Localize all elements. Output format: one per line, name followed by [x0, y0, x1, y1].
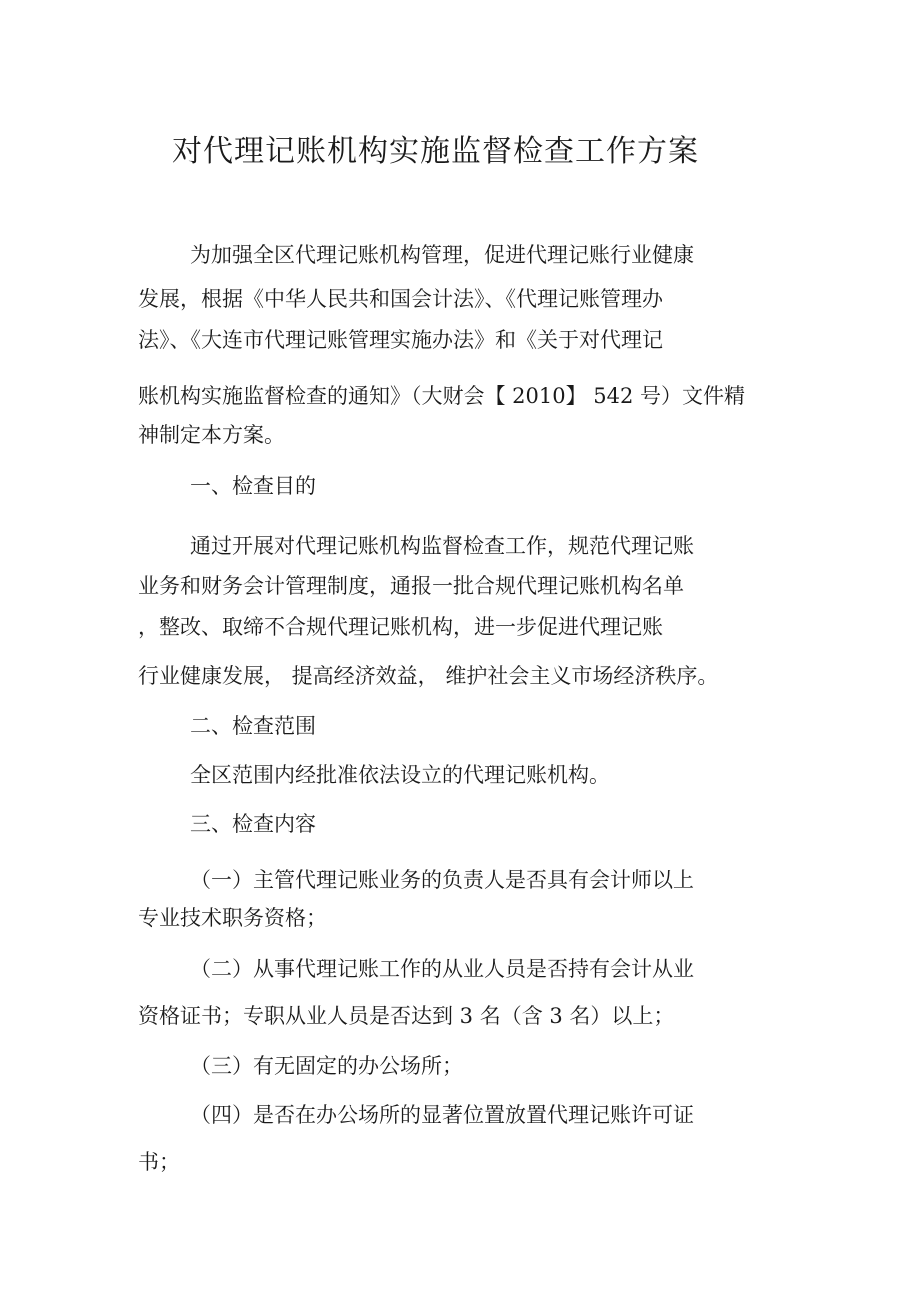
paragraph-line: 为加强全区代理记账机构管理，促进代理记账行业健康 [190, 243, 694, 267]
paragraph-line: 通过开展对代理记账机构监督检查工作，规范代理记账 [190, 534, 694, 558]
document-title: 对代理记账机构实施监督检查工作方案 [172, 134, 699, 169]
paragraph-line: 行业健康发展， 提高经济效益， 维护社会主义市场经济秩序。 [138, 664, 719, 688]
section-heading: 二、检查范围 [190, 714, 316, 738]
paragraph-line: 法》、《大连市代理记账管理实施办法》和《关于对代理记 [138, 328, 663, 352]
list-item-line: 书； [138, 1150, 180, 1174]
paragraph-line: ，整改、取缔不合规代理记账机构，进一步促进代理记账 [138, 615, 663, 639]
list-item-line: 资格证书；专职从业人员是否达到 3 名（含 3 名）以上； [138, 1004, 675, 1028]
paragraph-line: 业务和财务会计管理制度，通报一批合规代理记账机构名单 [138, 574, 684, 598]
list-item-line: （二）从事代理记账工作的从业人员是否持有会计从业 [190, 957, 694, 981]
section-heading: 一、检查目的 [190, 474, 316, 498]
paragraph-line: 神制定本方案。 [138, 423, 285, 447]
section-heading: 三、检查内容 [190, 812, 316, 836]
paragraph-line: 发展，根据《中华人民共和国会计法》、《代理记账管理办 [138, 287, 663, 311]
list-item-line: （一）主管代理记账业务的负责人是否具有会计师以上 [190, 868, 694, 892]
paragraph-line: 全区范围内经批准依法设立的代理记账机构。 [190, 763, 610, 787]
paragraph-line: 账机构实施监督检查的通知》（大财会【 2010】 542 号）文件精 [138, 384, 746, 408]
list-item-line: （四）是否在办公场所的显著位置放置代理记账许可证 [190, 1103, 694, 1127]
list-item-line: 专业技术职务资格； [138, 906, 327, 930]
list-item-line: （三）有无固定的办公场所； [190, 1054, 463, 1078]
